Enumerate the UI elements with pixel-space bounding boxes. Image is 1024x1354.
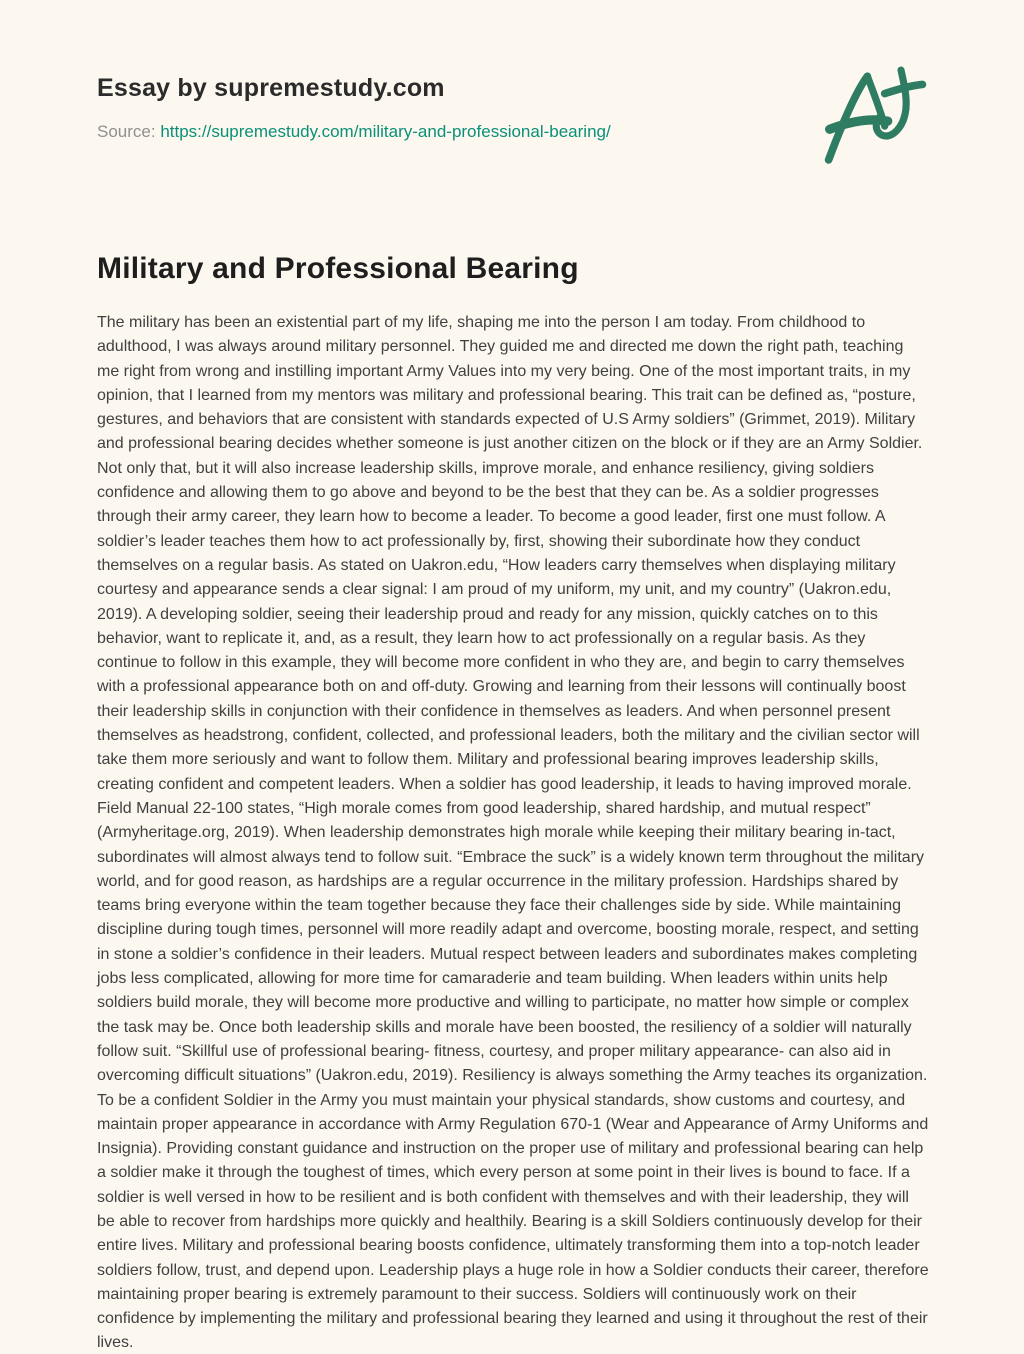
source-line — [97, 122, 611, 142]
source-label: Source: — [97, 122, 156, 141]
supremestudy-a-plus-logo-icon — [820, 64, 928, 166]
page-title: Essay by supremestudy.com — [97, 74, 445, 102]
source-url-link[interactable]: https://supremestudy.com/military-and-professional-bearing/ — [160, 122, 611, 141]
essay-body-paragraph: The military has been an existential part of my life, shaping me into the person I am today. From childhood to adulthood, I was always around military personnel. They guided me and directed me down the right path, teaching me right from wrong and instilling important Army Values into my very being. One of the most important traits, in my opinion, that I learned from my mentors was military and professional bearing. This trait can be defined as, “posture, gestures, and behaviors that are consistent with standards expected of U.S Army soldiers” (Grimmet, 2019). Military and professional bearing decides whether someone is just another citizen on the block or if they are an Army Soldier. Not only that, but it will also increase leadership skills, improve morale, and enhance resiliency, giving soldiers confidence and allowing them to go above and beyond to be the best that they can be. As a soldier progresses through their army career, they learn how to become a leader. To become a good leader, first one must follow. A soldier’s leader teaches them how to act professionally by, first, showing their subordinate how they conduct themselves on a regular basis. As stated on Uakron.edu, “How leaders carry themselves when displaying military courtesy and appearance sends a clear signal: I am proud of my uniform, my unit, and my country” (Uakron.edu, 2019). A developing soldier, seeing their leadership proud and ready for any mission, quickly catches on to this behavior, want to replicate it, and, as a result, they learn how to act professionally on a regular basis. As they continue to follow in this example, they will become more confident in who they are, and begin to carry themselves with a professional appearance both on and off-duty. Growing and learning from their lessons will continually boost their leadership skills in conjunction with their confidence in themselves as leaders. And when personnel present themselves as headstrong, confident, collected, and professional leaders, both the military and the civilian sector will take them more seriously and want to follow them. Military and professional bearing improves leadership skills, creating confident and competent leaders. When a soldier has good leadership, it leads to having improved morale. Field Manual 22-100 states, “High morale comes from good leadership, shared hardship, and mutual respect” (Armyheritage.org, 2019). When leadership demonstrates high morale while keeping their military bearing in-tact, subordinates will almost always tend to follow suit. “Embrace the suck” is a widely known term throughout the military world, and for good reason, as hardships are a regular occurrence in the military profession. Hardships shared by teams bring everyone within the team together because they face their challenges side by side. While maintaining discipline during tough times, personnel will more readily adapt and overcome, boosting morale, respect, and setting in stone a soldier’s confidence in their leaders. Mutual respect between leaders and subordinates makes completing jobs less complicated, allowing for more time for camaraderie and team building. When leaders within units help soldiers build morale, they will become more productive and willing to participate, no matter how simple or complex the task may be. Once both leadership skills and morale have been boosted, the resiliency of a soldier will naturally follow suit. “Skillful use of professional bearing- fitness, courtesy, and proper military appearance- can also aid in overcoming difficult situations” (Uakron.edu, 2019). Resiliency is always something the Army teaches its organization. To be a confident Soldier in the Army you must maintain your physical standards, show customs and courtesy, and maintain proper appearance in accordance with Army Regulation 670-1 (Wear and Appearance of Army Uniforms and Insignia). Providing constant guidance and instruction on the proper use of military and professional bearing can help a soldier make it through the toughest of times, which every person at some point in their lives is bound to face. If a soldier is well versed in how to be resilient and is both confident with themselves and with their leadership, they will be able to recover from hardships more quickly and healthily. Bearing is a skill Soldiers continuously develop for their entire lives. Military and professional bearing boosts confidence, ultimately transforming them into a top-notch leader soldiers follow, trust, and depend upon. Leadership plays a huge role in how a Soldier conducts their career, therefore maintaining proper bearing is extremely paramount to their success. Soldiers will continuously work on their confidence by implementing the military and professional bearing they learned and using it throughout the rest of their lives. — [97, 314, 929, 1352]
article-title: Military and Professional Bearing — [97, 252, 579, 285]
